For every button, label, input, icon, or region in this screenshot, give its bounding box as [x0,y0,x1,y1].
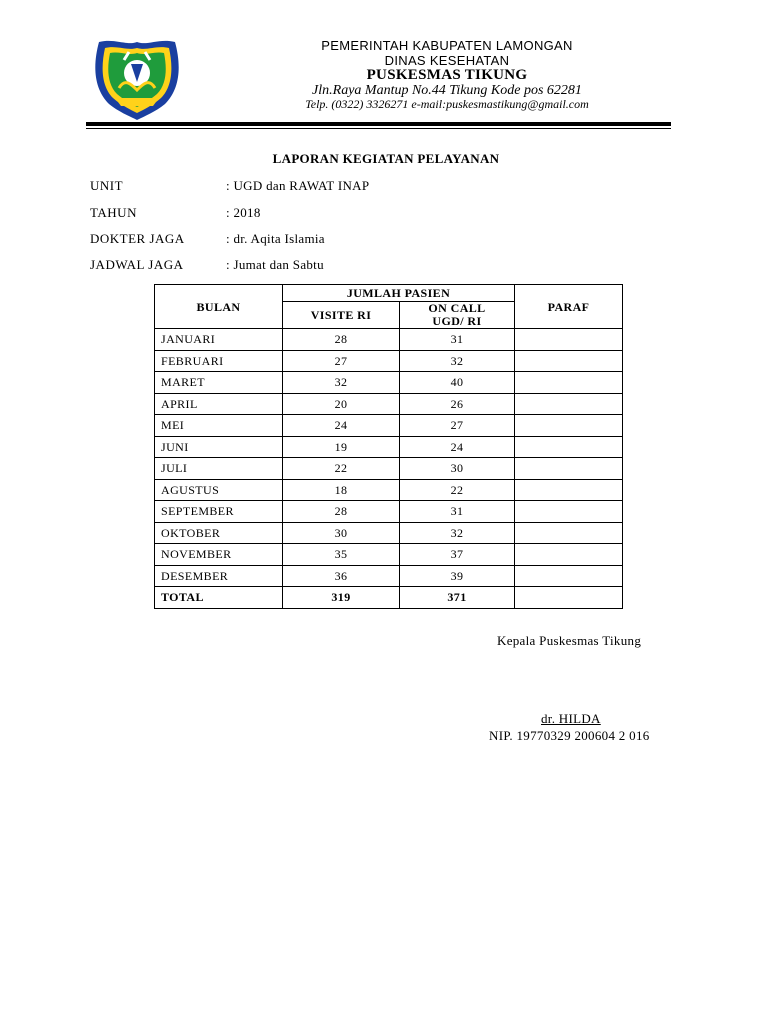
year-label: TAHUN [90,205,137,220]
col-header-oncall-line2: UGD/ RI [432,314,482,328]
doctor-label: DOKTER JAGA [90,231,185,246]
table-row [155,544,623,566]
col-header-signature: PARAF [515,285,623,329]
month-cell: SEPTEMBER [155,501,283,523]
oncall-cell: 27 [400,415,515,437]
table-row [155,436,623,458]
visite-cell: 28 [283,501,400,523]
header-contact: Telp. (0322) 3326271 e-mail:puskesmastikung@gmail.com [305,97,589,111]
oncall-cell: 22 [400,479,515,501]
signature-cell [515,415,623,437]
header-divider-thick [86,122,671,126]
col-header-visite: VISITE RI [283,302,400,329]
oncall-cell: 31 [400,501,515,523]
signature-cell [515,436,623,458]
signature-cell [515,522,623,544]
visite-cell: 22 [283,458,400,480]
table-row [155,479,623,501]
signature-cell [515,479,623,501]
patient-report-table [154,284,623,609]
visite-cell: 19 [283,436,400,458]
signature-cell [515,544,623,566]
month-cell: AGUSTUS [155,479,283,501]
table-row [155,415,623,437]
visite-cell: 35 [283,544,400,566]
oncall-cell: 39 [400,565,515,587]
month-cell: MEI [155,415,283,437]
month-cell: JULI [155,458,283,480]
signature-cell [515,565,623,587]
signature-cell [515,372,623,394]
signatory-nip: NIP. 19770329 200604 2 016 [489,728,650,743]
oncall-cell: 30 [400,458,515,480]
col-header-patient-count: JUMLAH PASIEN [283,285,515,302]
header-department: DINAS KESEHATAN [384,53,510,68]
oncall-cell: 40 [400,372,515,394]
header-address: Jln.Raya Mantup No.44 Tikung Kode pos 62281 [312,83,582,98]
schedule-label: JADWAL JAGA [90,257,184,272]
col-header-oncall [400,302,515,329]
visite-cell: 20 [283,393,400,415]
month-cell: JANUARI [155,329,283,351]
table-row [155,565,623,587]
table-row [155,350,623,372]
table-row [155,329,623,351]
signature-cell [515,350,623,372]
month-cell: APRIL [155,393,283,415]
month-cell: FEBRUARI [155,350,283,372]
table-row [155,393,623,415]
month-cell: DESEMBER [155,565,283,587]
total-label-cell: TOTAL [155,587,283,609]
signature-cell [515,329,623,351]
table-row [155,458,623,480]
visite-cell: 30 [283,522,400,544]
visite-cell: 18 [283,479,400,501]
total-visite-cell: 319 [283,587,400,609]
oncall-cell: 32 [400,350,515,372]
oncall-cell: 24 [400,436,515,458]
month-cell: MARET [155,372,283,394]
total-oncall-cell: 371 [400,587,515,609]
signatory-position: Kepala Puskesmas Tikung [497,633,642,648]
signature-cell [515,458,623,480]
year-value: : 2018 [226,205,261,220]
oncall-cell: 37 [400,544,515,566]
month-cell: OKTOBER [155,522,283,544]
visite-cell: 32 [283,372,400,394]
visite-cell: 24 [283,415,400,437]
oncall-cell: 32 [400,522,515,544]
visite-cell: 27 [283,350,400,372]
visite-cell: 28 [283,329,400,351]
signature-cell [515,501,623,523]
total-signature-cell [515,587,623,609]
table-row [155,372,623,394]
header-divider-thin [86,128,671,129]
lamongan-regency-emblem-icon [91,38,183,122]
col-header-oncall-line1: ON CALL [428,301,486,315]
month-cell: JUNI [155,436,283,458]
unit-label: UNIT [90,178,124,193]
doctor-value: : dr. Aqita Islamia [226,231,325,246]
col-header-month: BULAN [155,285,283,329]
table-row [155,522,623,544]
month-cell: NOVEMBER [155,544,283,566]
header-government: PEMERINTAH KABUPATEN LAMONGAN [321,38,573,53]
oncall-cell: 26 [400,393,515,415]
table-row [155,501,623,523]
visite-cell: 36 [283,565,400,587]
report-title: LAPORAN KEGIATAN PELAYANAN [272,151,500,166]
signature-cell [515,393,623,415]
unit-value: : UGD dan RAWAT INAP [226,178,370,193]
signatory-name: dr. HILDA [541,711,601,726]
table-total-row [155,587,623,609]
header-institution: PUSKESMAS TIKUNG [366,67,528,83]
oncall-cell: 31 [400,329,515,351]
schedule-value: : Jumat dan Sabtu [226,257,324,272]
